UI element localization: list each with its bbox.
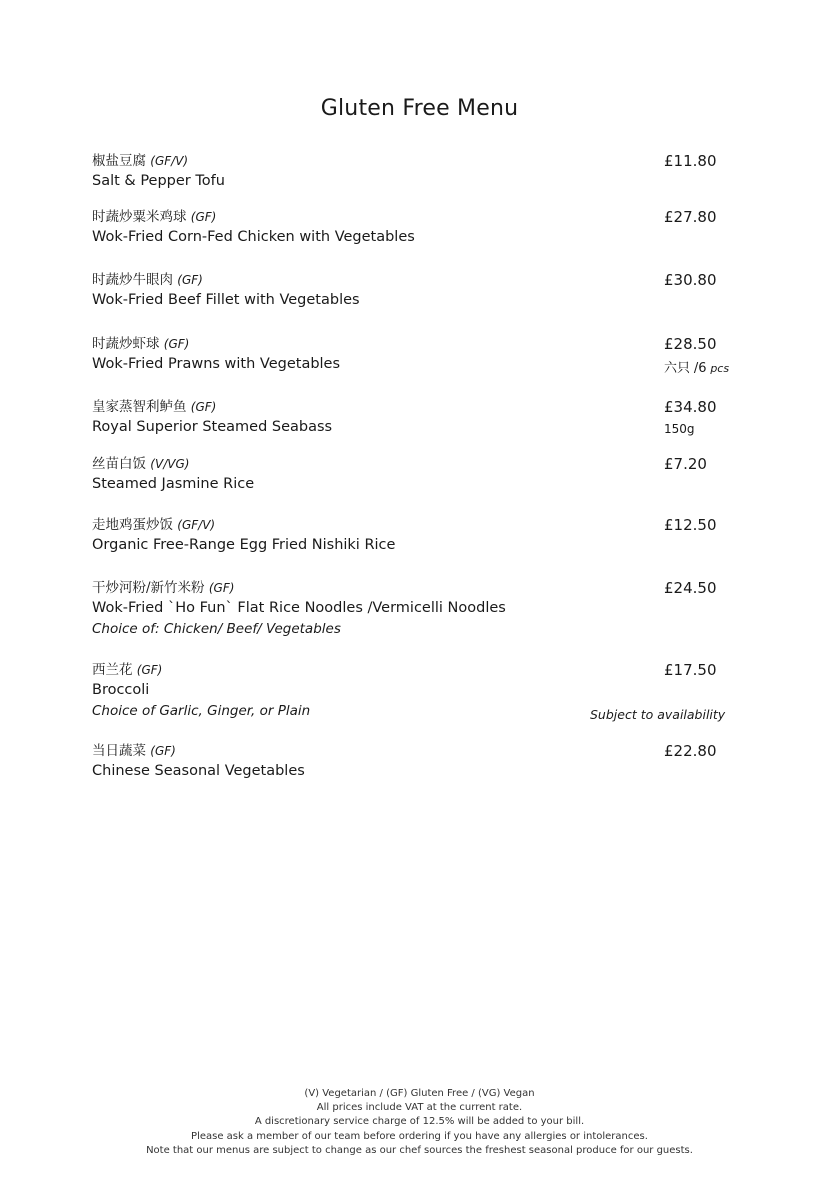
item-choice-note: Choice of Garlic, Ginger, or Plain xyxy=(92,703,311,719)
menu-item xyxy=(92,152,752,192)
vat-note: All prices include VAT at the current rate. xyxy=(316,1102,523,1114)
availability-note: Subject to availability xyxy=(590,707,726,722)
item-english-name: Wok-Fried Prawns with Vegetables xyxy=(92,356,341,372)
item-price: £27.80 xyxy=(664,208,717,226)
item-price: £7.20 xyxy=(664,455,707,473)
menu-item xyxy=(92,335,752,375)
item-english-name: Steamed Jasmine Rice xyxy=(92,476,255,492)
item-english-name: Chinese Seasonal Vegetables xyxy=(92,763,305,779)
item-price: £24.50 xyxy=(664,579,717,597)
dietary-tag: (GF/V) xyxy=(177,518,216,532)
item-english-name: Wok-Fried Corn-Fed Chicken with Vegetables xyxy=(92,229,415,245)
item-english-name: Wok-Fried Beef Fillet with Vegetables xyxy=(92,292,360,308)
item-price: £17.50 xyxy=(664,661,717,679)
allergy-note: Please ask a member of our team before ordering if you have any allergies or intolerances. xyxy=(191,1130,648,1142)
item-chinese-name: 当日蔬菜 (GF) xyxy=(92,743,176,759)
menu-footer xyxy=(0,1087,839,1158)
item-weight: 150g xyxy=(664,422,695,436)
item-chinese-name: 走地鸡蛋炒饭 (GF/V) xyxy=(92,517,216,533)
service-charge-note: A discretionary service charge of 12.5% will be added to your bill. xyxy=(254,1116,585,1128)
item-price: £11.80 xyxy=(664,152,717,170)
menu-item xyxy=(92,661,752,721)
item-price: £30.80 xyxy=(664,271,717,289)
dietary-tag: (GF) xyxy=(136,663,163,677)
menu-item xyxy=(92,455,752,495)
dietary-tag: (GF) xyxy=(208,581,235,595)
item-chinese-name: 皇家蒸智利鲈鱼 (GF) xyxy=(92,399,217,415)
menu-item xyxy=(92,579,752,639)
item-chinese-name: 时蔬炒牛眼肉 (GF) xyxy=(92,272,203,288)
item-english-name: Royal Superior Steamed Seabass xyxy=(92,419,333,435)
dietary-tag: (GF) xyxy=(150,744,176,758)
item-price: £22.80 xyxy=(664,742,717,760)
item-english-name: Broccoli xyxy=(92,682,150,698)
menu-item xyxy=(92,516,752,556)
item-portion: 六只 /6 pcs xyxy=(664,361,730,376)
item-chinese-name: 西兰花 (GF) xyxy=(92,662,163,678)
menu-item xyxy=(92,208,752,248)
item-chinese-name: 椒盐豆腐 (GF/V) xyxy=(92,153,189,169)
dietary-legend: (V) Vegetarian / (GF) Gluten Free / (VG) Vegan xyxy=(304,1088,535,1099)
menu-item xyxy=(92,271,752,311)
dietary-tag: (GF) xyxy=(190,400,217,414)
dietary-tag: (GF) xyxy=(190,210,217,224)
item-chinese-name: 时蔬炒虾球 (GF) xyxy=(92,336,190,352)
item-price: £28.50 xyxy=(664,335,717,353)
item-english-name: Organic Free-Range Egg Fried Nishiki Rice xyxy=(92,537,396,553)
menu-item xyxy=(92,742,752,782)
dietary-tag: (GF) xyxy=(163,337,190,351)
dietary-tag: (V/VG) xyxy=(150,457,190,471)
dietary-tag: (GF/V) xyxy=(150,154,189,168)
item-chinese-name: 时蔬炒粟米鸡球 (GF) xyxy=(92,209,217,225)
item-price: £34.80 xyxy=(664,398,717,416)
item-chinese-name: 丝苗白饭 (V/VG) xyxy=(92,456,190,472)
item-price: £12.50 xyxy=(664,516,717,534)
menu-title: Gluten Free Menu xyxy=(320,96,519,121)
item-chinese-name: 干炒河粉/新竹米粉 (GF) xyxy=(92,580,235,596)
menu-item xyxy=(92,398,752,438)
item-english-name: Wok-Fried `Ho Fun` Flat Rice Noodles /Vermicelli Noodles xyxy=(92,600,506,616)
item-english-name: Salt & Pepper Tofu xyxy=(92,173,225,189)
dietary-tag: (GF) xyxy=(177,273,203,287)
item-choice-note: Choice of: Chicken/ Beef/ Vegetables xyxy=(92,621,341,637)
menu-change-note: Note that our menus are subject to change as our chef sources the freshest seasonal produce for our guests. xyxy=(146,1144,693,1156)
